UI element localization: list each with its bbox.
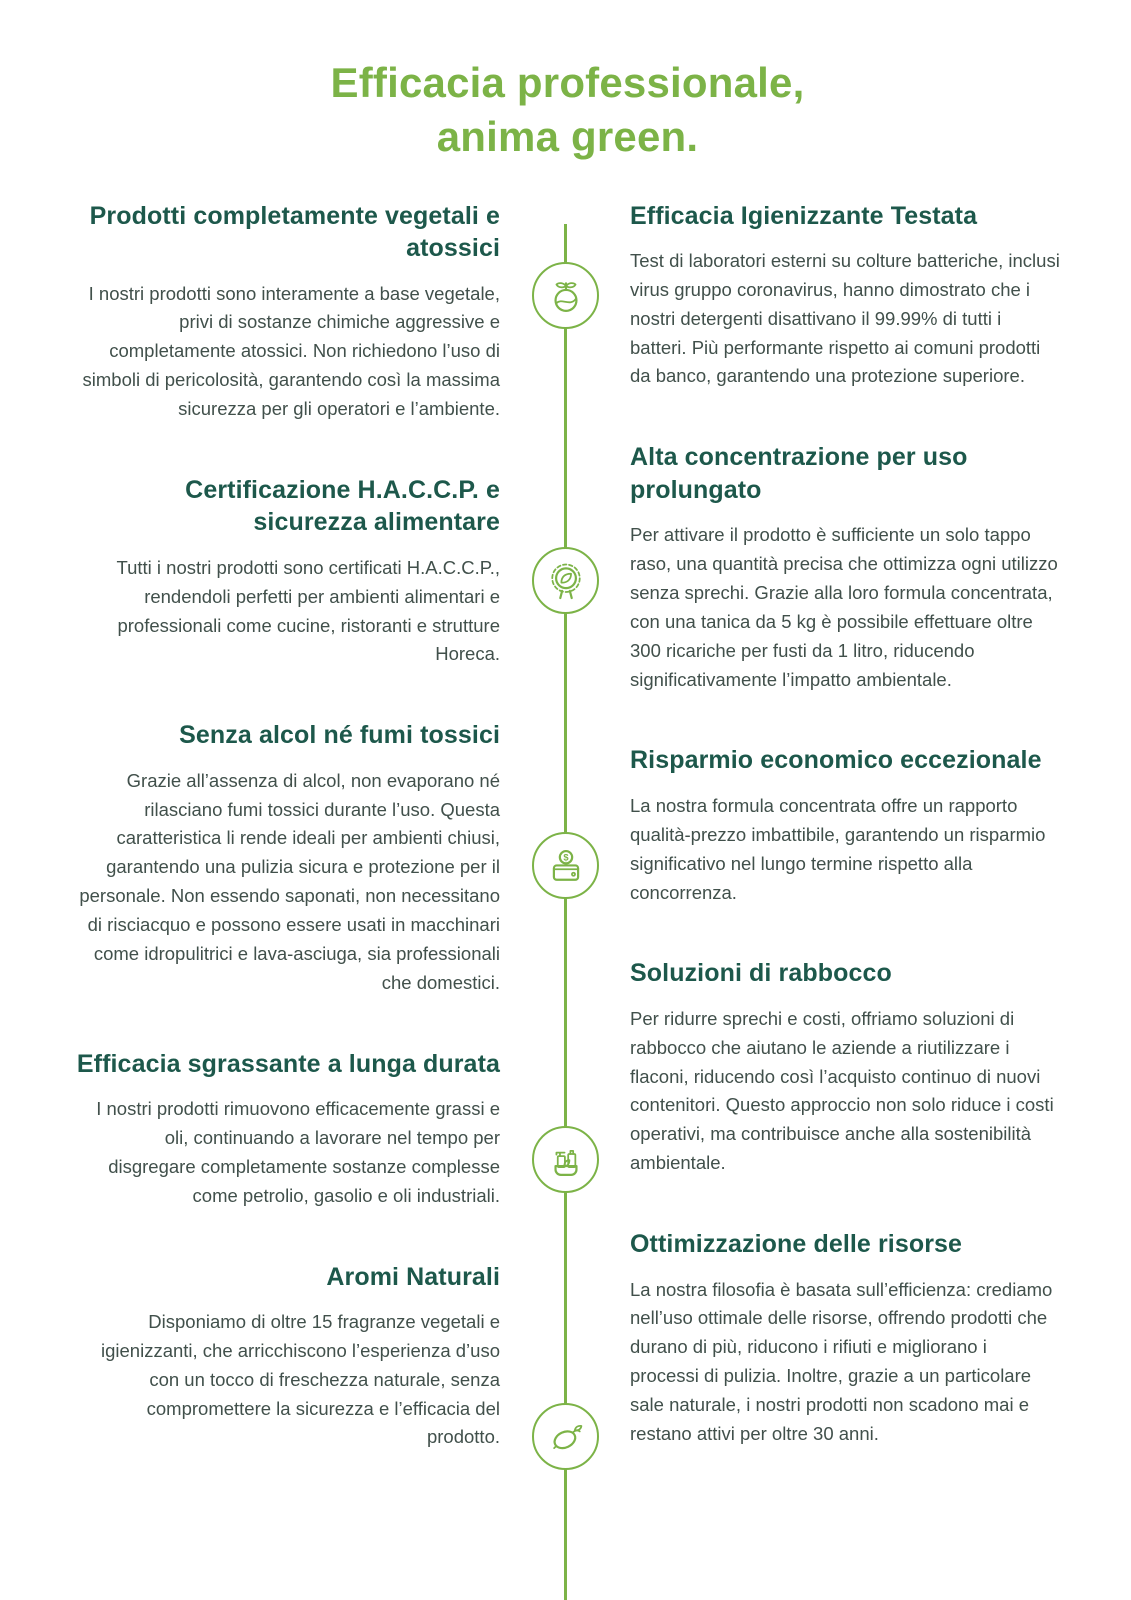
section-heading: Alta concentrazione per uso prolungato xyxy=(630,443,968,504)
section-vegetal-products xyxy=(75,200,500,424)
section-body: La nostra filosofia è basata sull’efficienza: crediamo nell’uso ottimale delle risorse, offrendo prodotti che durano di più, riducono i rifiuti e migliorano i processi di pulizia. Inoltre, grazie a un particolare sale naturale, i nostri prodotti non scadono mai e restano attivi per oltre 30 anni. xyxy=(630,1278,1053,1444)
section-economic-savings xyxy=(630,744,1060,907)
section-heading: Soluzioni di rabbocco xyxy=(630,959,892,988)
left-column xyxy=(75,200,500,1503)
page-title-line2: anima green. xyxy=(436,112,699,160)
section-body: Test di laboratori esterni su colture batteriche, inclusi virus gruppo coronavirus, hanno dimostrato che i nostri detergenti disattivano il 99.99% di tutti i batteri. Più performante rispetto ai comuni prodotti da banco, garantendo una protezione superiore. xyxy=(630,250,1060,387)
svg-text:$: $ xyxy=(562,852,569,862)
section-no-alcohol xyxy=(75,719,500,997)
section-body: I nostri prodotti rimuovono efficacemente grassi e oli, continuando a lavorare nel tempo per disgregare completamente sostanze complesse come petrolio, gasolio e oli industriali. xyxy=(96,1098,500,1206)
right-column xyxy=(630,200,1060,1499)
section-body: I nostri prodotti sono interamente a base vegetale, privi di sostanze chimiche aggressive e completamente atossici. Non richiedono l’uso di simboli di pericolosità, garantendo così la massima sicurezza per gli operatori e l’ambiente. xyxy=(82,282,500,419)
section-heading: Efficacia Igienizzante Testata xyxy=(630,201,978,230)
savings-wallet-icon xyxy=(532,832,599,899)
section-heading: Aromi Naturali xyxy=(326,1262,500,1291)
section-refill-solutions xyxy=(630,957,1060,1178)
section-body: La nostra formula concentrata offre un rapporto qualità-prezzo imbattibile, garantendo un risparmio significativo nel lungo termine rispetto alla concorrenza. xyxy=(630,794,1046,903)
section-haccp-certification xyxy=(75,474,500,669)
section-natural-aromas xyxy=(75,1261,500,1453)
section-degreasing xyxy=(75,1048,500,1211)
page-title xyxy=(75,56,1060,164)
timeline-line xyxy=(564,224,567,1600)
section-heading: Prodotti completamente vegetali e atossici xyxy=(89,201,500,262)
section-sanitizing-efficacy xyxy=(630,200,1060,392)
section-body: Per attivare il prodotto è sufficiente un solo tappo raso, una quantità precisa che ottimizza ogni utilizzo senza sprechi. Grazie alla loro formula concentrata, con una tanica da 5 kg è possibile effettuare oltre 300 ricariche per fusti da 1 litro, riducendo significativamente l’impatto ambientale. xyxy=(630,524,1058,690)
section-heading: Efficacia sgrassante a lunga durata xyxy=(76,1049,500,1078)
haccp-badge-icon xyxy=(532,547,599,614)
section-resource-optimization xyxy=(630,1228,1060,1449)
cleaning-products-icon xyxy=(532,1126,599,1193)
section-heading: Risparmio economico eccezionale xyxy=(630,746,1042,775)
section-body: Per ridurre sprechi e costi, offriamo soluzioni di rabbocco che aiutano le aziende a riutilizzare i flaconi, riducendo così l’acquisto continuo di nuovi contenitori. Questo approccio non solo riduce i costi operativi, ma contribuisce anche alla sostenibilità ambientale. xyxy=(630,1007,1054,1174)
section-heading: Certificazione H.A.C.C.P. e sicurezza alimentare xyxy=(185,475,500,537)
eco-globe-icon xyxy=(532,262,599,329)
section-heading: Ottimizzazione delle risorse xyxy=(630,1230,963,1259)
page-title-line1: Efficacia professionale, xyxy=(330,59,805,106)
section-body: Tutti i nostri prodotti sono certificati H.A.C.C.P., rendendoli perfetti per ambienti alimentari e professionali come cucine, ristoranti e strutture Horeca. xyxy=(116,556,500,665)
section-high-concentration xyxy=(630,441,1060,694)
lemon-icon xyxy=(532,1403,599,1470)
section-body: Disponiamo di oltre 15 fragranze vegetali e igienizzanti, che arricchiscono l’esperienza d’uso con un tocco di freschezza naturale, senza compromettere la sicurezza e l’efficacia del prodotto. xyxy=(101,1311,500,1448)
section-body: Grazie all’assenza di alcol, non evaporano né rilasciano fumi tossici durante l’uso. Questa caratteristica li rende ideali per ambienti chiusi, garantendo una pulizia sicura e protezione per il personale. Non essendo saponati, non necessitano di risciacquo e possono essere usati in macchinari come idropulitrici e lava-asciuga, sia professionali che domestici. xyxy=(79,769,500,993)
section-heading: Senza alcol né fumi tossici xyxy=(179,721,500,750)
